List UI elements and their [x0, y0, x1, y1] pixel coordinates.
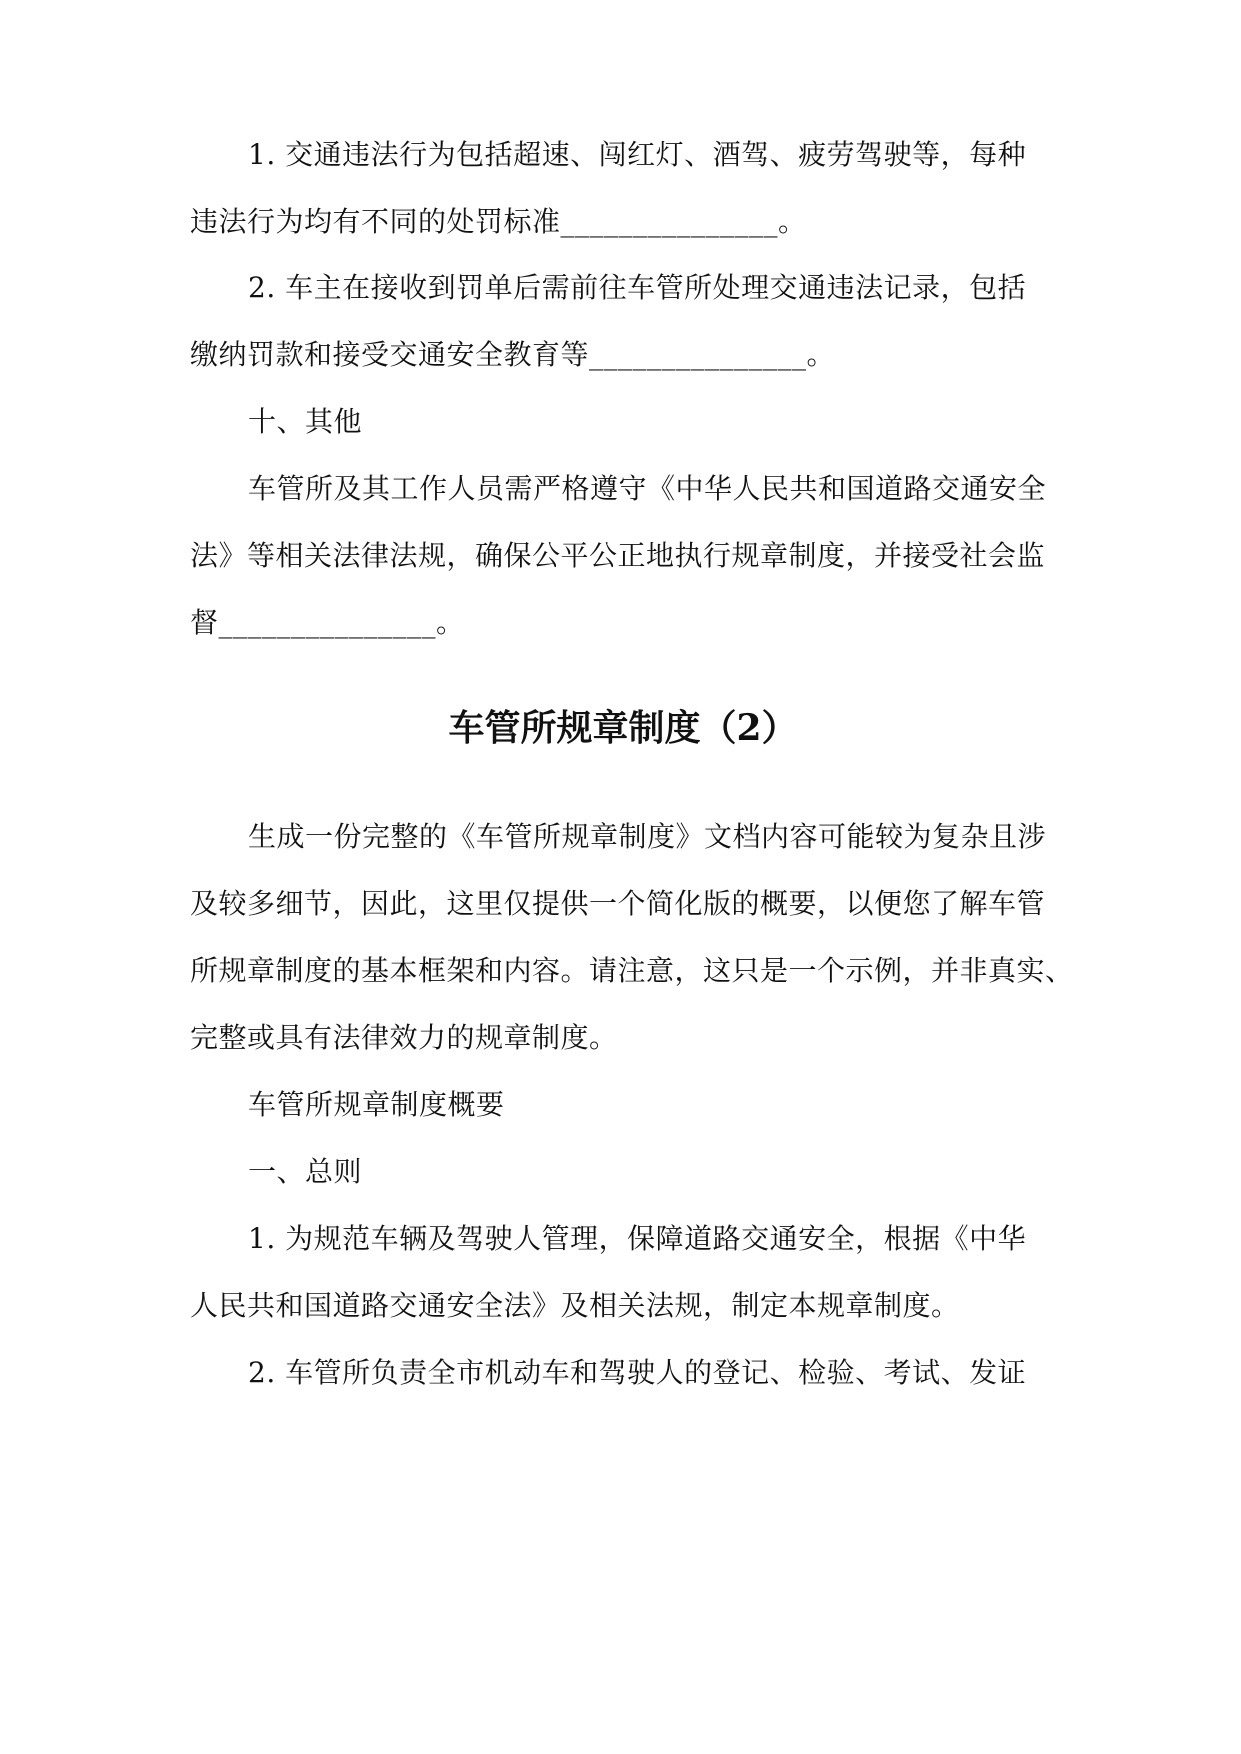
- paragraph-line: 完整或具有法律效力的规章制度。: [190, 1021, 618, 1054]
- paragraph-line: 2. 车主在接收到罚单后需前往车管所处理交通违法记录，包括: [248, 271, 1027, 304]
- paragraph-line: 法》等相关法律法规，确保公平公正地执行规章制度，并接受社会监: [190, 539, 1046, 572]
- paragraph-line: 违法行为均有不同的处罚标准_______________。: [190, 205, 807, 238]
- section-heading: 十、其他: [248, 405, 363, 438]
- paragraph-line: 及较多细节，因此，这里仅提供一个简化版的概要，以便您了解车管: [190, 887, 1046, 920]
- paragraph-line: 缴纳罚款和接受交通安全教育等_______________。: [190, 338, 836, 371]
- paragraph-line: 督_______________。: [190, 606, 465, 639]
- section-heading: 一、总则: [248, 1155, 363, 1188]
- paragraph-line: 人民共和国道路交通安全法》及相关法规，制定本规章制度。: [190, 1289, 960, 1322]
- paragraph-line: 1. 交通违法行为包括超速、闯红灯、酒驾、疲劳驾驶等，每种: [248, 138, 1027, 171]
- paragraph-line: 车管所及其工作人员需严格遵守《中华人民共和国道路交通安全: [248, 472, 1047, 505]
- paragraph-line: 所规章制度的基本框架和内容。请注意，这只是一个示例，并非真实、: [190, 954, 1074, 987]
- paragraph-line: 生成一份完整的《车管所规章制度》文档内容可能较为复杂且涉: [248, 820, 1047, 853]
- paragraph-line: 2. 车管所负责全市机动车和驾驶人的登记、检验、考试、发证: [248, 1356, 1027, 1389]
- paragraph-line: 1. 为规范车辆及驾驶人管理，保障道路交通安全，根据《中华: [248, 1222, 1027, 1255]
- section-heading: 车管所规章制度概要: [248, 1088, 505, 1121]
- document-title: 车管所规章制度（2）: [448, 707, 798, 749]
